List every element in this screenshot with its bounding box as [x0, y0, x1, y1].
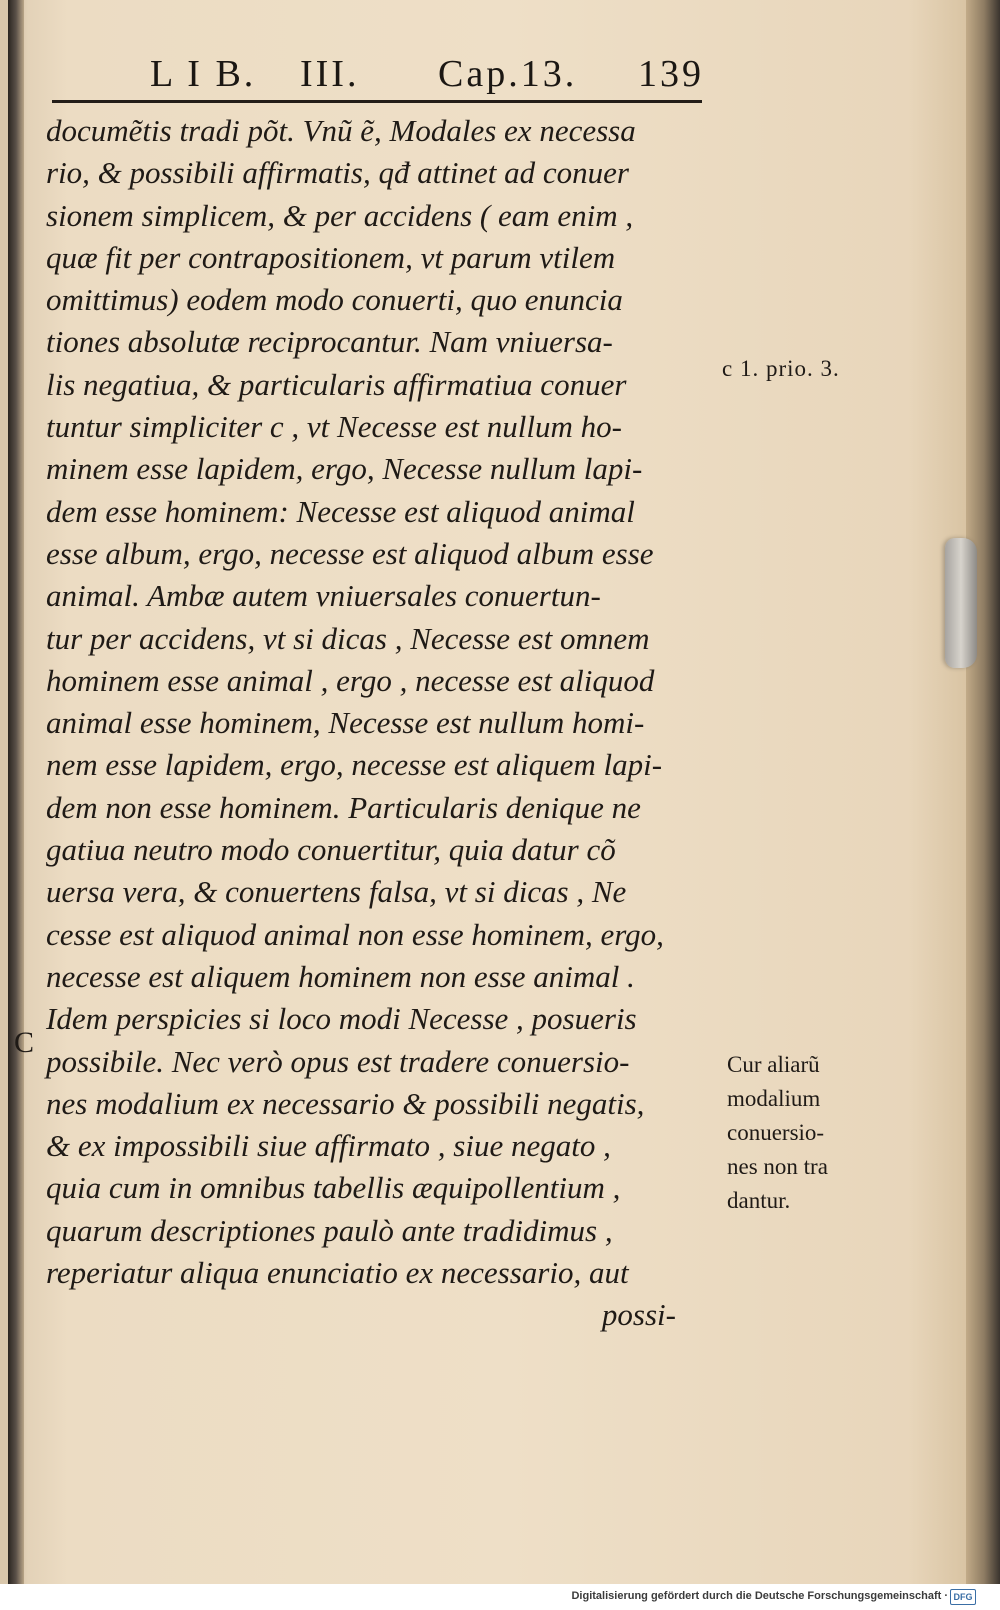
body-text [46, 110, 726, 1337]
running-header [150, 52, 710, 98]
margin-letter: C [14, 1026, 35, 1059]
text-line: & ex impossibili siue affirmato , siue negato , [46, 1128, 611, 1164]
margin-note-line: conuersio- [727, 1120, 825, 1145]
text-line: quia cum in omnibus tabellis æquipollentium , [46, 1170, 621, 1206]
margin-note-line: modalium [727, 1086, 821, 1111]
margin-note-line: dantur. [727, 1188, 791, 1213]
text-line: gatiua neutro modo conuertitur, quia datur cõ [46, 832, 616, 868]
header-lib: L I B. [150, 53, 257, 95]
book-spine [8, 0, 24, 1584]
text-line: Idem perspicies si loco modi Necesse , posueris [46, 1001, 637, 1037]
margin-note-line: nes non tra [727, 1154, 828, 1179]
text-line: quæ fit per contrapositionem, vt parum vtilem [46, 239, 616, 275]
text-line: esse album, ergo, necesse est aliquod album esse [46, 535, 654, 571]
text-line: cesse est aliquod animal non esse hominem, ergo, [46, 916, 664, 952]
footer-credit: Digitalisierung gefördert durch die Deutsche Forschungsgemeinschaft · [571, 1590, 948, 1602]
page-number: 139 [638, 53, 704, 95]
dfg-logo-icon: DFG [950, 1589, 976, 1605]
text-line: quarum descriptiones paulò ante tradidimus , [46, 1212, 613, 1248]
text-line: sionem simplicem, & per accidens ( eam enim , [46, 197, 634, 233]
margin-note [727, 1048, 887, 1218]
text-line: hominem esse animal , ergo , necesse est aliquod [46, 662, 655, 698]
header-rule [52, 100, 702, 103]
text-line: lis negatiua, & particularis affirmatiua conuer [46, 366, 627, 402]
text-line: documẽtis tradi põt. Vnũ ẽ, Modales ex necessa [46, 113, 636, 148]
text-line: tur per accidens, vt si dicas , Necesse est omnem [46, 620, 650, 656]
text-line: omittimus) eodem modo conuerti, quo enuncia [46, 282, 623, 318]
margin-citation: c 1. prio. 3. [722, 356, 840, 381]
text-line: necesse est aliquem hominem non esse animal . [46, 958, 635, 994]
text-line: possi- [601, 1297, 676, 1333]
text-line: rio, & possibili affirmatis, qđ attinet ad conuer [46, 155, 629, 191]
text-line: tuntur simpliciter c , vt Necesse est nullum ho- [46, 409, 622, 445]
text-line: nem esse lapidem, ergo, necesse est aliquem lapi- [46, 747, 663, 783]
header-book: III. [300, 53, 360, 95]
text-line: dem esse hominem: Necesse est aliquod animal [46, 493, 635, 529]
text-line: reperiatur aliqua enunciatio ex necessario, aut [46, 1255, 629, 1291]
text-line: dem non esse hominem. Particularis denique ne [46, 789, 641, 825]
footer-bar [0, 1584, 1000, 1610]
text-line: tiones absolutæ reciprocantur. Nam vniuersa- [46, 324, 613, 360]
header-chapter: Cap.13. [438, 53, 578, 95]
text-line: animal esse hominem, Necesse est nullum homi- [46, 705, 645, 741]
text-line: possibile. Nec verò opus est tradere conuersio- [46, 1043, 630, 1079]
book-edge [966, 0, 1000, 1584]
text-line: minem esse lapidem, ergo, Necesse nullum lapi- [46, 451, 643, 487]
text-line: uersa vera, & conuertens falsa, vt si dicas , Ne [46, 874, 627, 910]
margin-note-line: Cur aliarũ [727, 1052, 820, 1077]
text-line: nes modalium ex necessario & possibili negatis, [46, 1085, 645, 1121]
page-clip-tab [945, 538, 977, 668]
text-line: animal. Ambæ autem vniuersales conuertun- [46, 578, 601, 614]
